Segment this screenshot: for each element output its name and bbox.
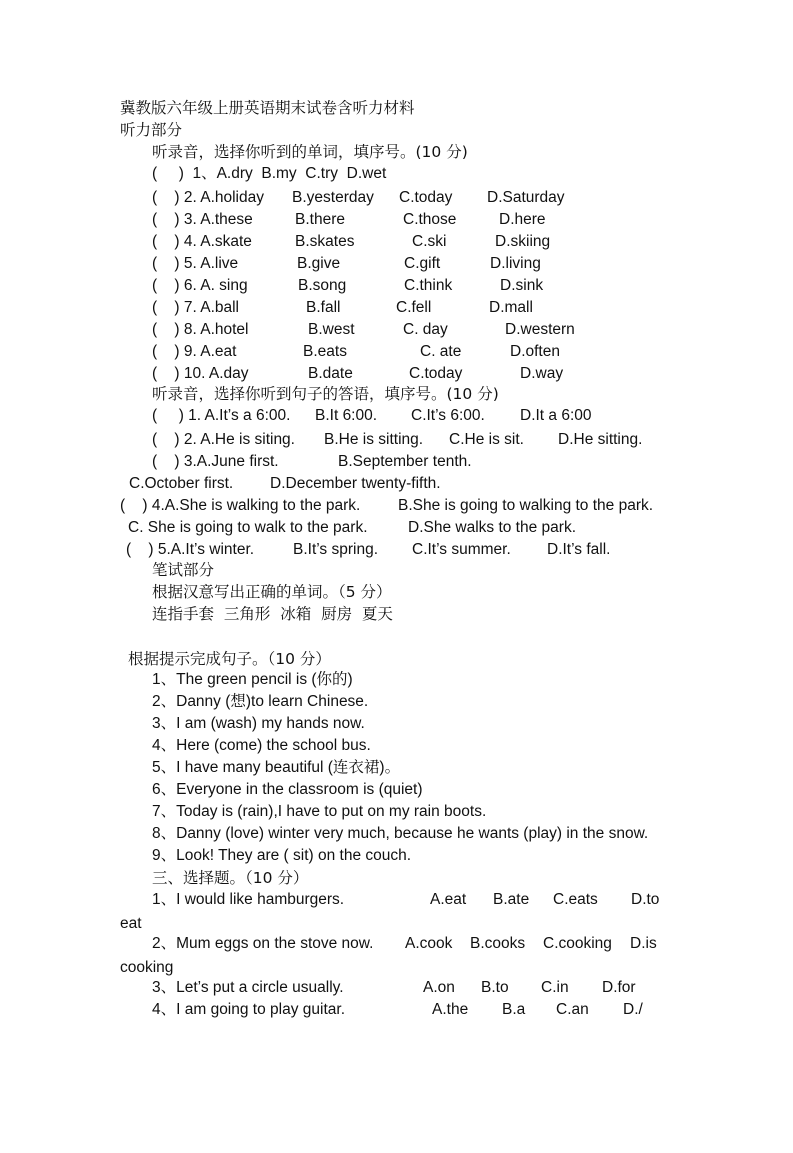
option-a: A.on: [423, 979, 455, 996]
option-c: C. day: [403, 321, 448, 338]
sentence-item: 1、The green pencil is (你的): [152, 671, 353, 688]
option-c: C. ate: [420, 343, 462, 360]
sentence-item: 6、Everyone in the classroom is (quiet): [152, 781, 423, 798]
listening-response-item: [120, 495, 654, 517]
written-part3-instruction: 三、选择题。（10 分）: [152, 869, 309, 887]
option-b: B.song: [298, 277, 347, 294]
chinese-word-list: 连指手套 三角形 冰箱 厨房 夏天: [152, 605, 393, 623]
option-b: B.west: [308, 321, 355, 338]
option-a: A.the: [432, 1001, 469, 1018]
option-c: C.ski: [412, 233, 447, 250]
listening-heading: 听力部分: [120, 121, 183, 139]
option-c: C.It’s 6:00.: [411, 407, 485, 424]
listening-word-item: [152, 163, 387, 185]
option-c: C.in: [541, 979, 569, 996]
sentence-item: 8、Danny (love) winter very much, because he wants (play) in the snow.: [152, 825, 649, 842]
listening-response-item-wrap: [129, 473, 441, 495]
listening-response-item-wrap: [128, 517, 576, 539]
choice-item-wrap: eat: [120, 915, 142, 932]
item-stem: ( ) 8. A.hotel: [152, 321, 249, 338]
listening-response-item: [152, 405, 592, 427]
option-c: C.fell: [396, 299, 432, 316]
option-c: C.October first.: [129, 475, 234, 492]
document-title: 冀教版六年级上册英语期末试卷含听力材料: [120, 99, 415, 117]
option-d: D.for: [602, 979, 636, 996]
written-heading: 笔试部分: [152, 561, 215, 579]
option-c: C.today: [399, 189, 453, 206]
option-b: B.eats: [303, 343, 347, 360]
choice-item: [152, 999, 643, 1021]
item-stem: 1、I would like hamburgers.: [152, 891, 345, 908]
option-d: D.often: [510, 343, 560, 360]
sentence-item: 4、Here (come) the school bus.: [152, 737, 371, 754]
item-stem: ( ) 1. A.It’s a 6:00.: [152, 407, 291, 424]
option-b: B.ate: [493, 891, 530, 908]
option-d: D.way: [520, 365, 564, 382]
option-b: B.September tenth.: [338, 453, 472, 470]
option-c: C.those: [403, 211, 457, 228]
option-d: D.to: [631, 891, 660, 908]
option-b: B.He is sitting.: [324, 431, 424, 448]
item-stem: 4、I am going to play guitar.: [152, 1001, 346, 1018]
option-d: D.It’s fall.: [547, 541, 611, 558]
item-stem: ( ) 7. A.ball: [152, 299, 240, 316]
option-d: D.She walks to the park.: [408, 519, 576, 536]
listening-word-item: [152, 231, 551, 253]
option-d: D.December twenty-fifth.: [270, 475, 441, 492]
written-part2-instruction: 根据提示完成句子。（10 分）: [128, 650, 331, 668]
listening-word-item: [152, 363, 564, 385]
item-stem: ( ) 4. A.skate: [152, 233, 252, 250]
sentence-item: 9、Look! They are ( sit) on the couch.: [152, 847, 412, 864]
option-d: D.western: [505, 321, 575, 338]
listening-word-item: [152, 297, 533, 319]
option-d: D./: [623, 1001, 643, 1018]
option-b: B.yesterday: [292, 189, 374, 206]
sentence-item: 3、I am (wash) my hands now.: [152, 715, 365, 732]
option-b: B.fall: [306, 299, 341, 316]
option-d: D.Saturday: [487, 189, 565, 206]
option-b: B.skates: [295, 233, 355, 250]
item-text: ( ) 1、A.dry B.my C.try D.wet: [152, 165, 387, 182]
choice-item: [152, 977, 636, 999]
option-d: D.here: [499, 211, 546, 228]
listening-part1-instruction: 听录音，选择你听到的单词，填序号。(10 分): [152, 143, 468, 161]
option-b: B.a: [502, 1001, 526, 1018]
option-b: B.date: [308, 365, 353, 382]
option-d: D.is: [630, 935, 657, 952]
listening-response-item: [152, 451, 472, 473]
choice-item: [152, 889, 660, 911]
item-stem: ( ) 5. A.live: [152, 255, 239, 272]
option-c: C.an: [556, 1001, 589, 1018]
option-d: D.mall: [489, 299, 533, 316]
listening-word-item: [152, 253, 541, 275]
option-c: C.gift: [404, 255, 441, 272]
item-stem: ( ) 10. A.day: [152, 365, 249, 382]
listening-word-item: [152, 319, 575, 341]
option-b: B.there: [295, 211, 345, 228]
option-d: D.skiing: [495, 233, 551, 250]
option-c: C.eats: [553, 891, 598, 908]
option-b: B.It’s spring.: [293, 541, 379, 558]
listening-word-item: [152, 341, 560, 363]
option-c: C.It’s summer.: [412, 541, 511, 558]
sentence-item: 5、I have many beautiful (连衣裙)。: [152, 759, 401, 776]
choice-item-wrap: cooking: [120, 959, 174, 976]
option-c: C.today: [409, 365, 463, 382]
option-d: D.He sitting.: [558, 431, 643, 448]
option-d: D.sink: [500, 277, 544, 294]
item-stem: ( ) 4.A.She is walking to the park.: [120, 497, 361, 514]
option-d: D.It a 6:00: [520, 407, 592, 424]
item-stem: ( ) 5.A.It’s winter.: [126, 541, 255, 558]
listening-part2-instruction: 听录音，选择你听到句子的答语，填序号。(10 分): [152, 385, 499, 403]
item-stem: ( ) 3.A.June first.: [152, 453, 279, 470]
listening-word-item: [152, 209, 546, 231]
listening-word-item: [152, 275, 544, 297]
item-stem: 3、Let’s put a circle usually.: [152, 979, 344, 996]
option-b: B.cooks: [470, 935, 526, 952]
option-a: A.cook: [405, 935, 453, 952]
item-stem: ( ) 9. A.eat: [152, 343, 237, 360]
option-d: D.living: [490, 255, 541, 272]
option-b: B.give: [297, 255, 341, 272]
option-b: B.to: [481, 979, 509, 996]
item-stem: ( ) 2. A.holiday: [152, 189, 264, 206]
option-a: A.eat: [430, 891, 467, 908]
item-stem: ( ) 2. A.He is siting.: [152, 431, 295, 448]
option-b: B.She is going to walking to the park.: [398, 497, 654, 514]
option-c: C.think: [404, 277, 453, 294]
sentence-item: 2、Danny (想)to learn Chinese.: [152, 693, 369, 710]
listening-response-item: [126, 539, 611, 561]
choice-item: [152, 933, 657, 955]
item-stem: 2、Mum eggs on the stove now.: [152, 935, 374, 952]
option-b: B.It 6:00.: [315, 407, 378, 424]
listening-word-item: [152, 187, 565, 209]
option-c: C.He is sit.: [449, 431, 524, 448]
option-c: C.cooking: [543, 935, 612, 952]
option-c: C. She is going to walk to the park.: [128, 519, 368, 536]
item-stem: ( ) 3. A.these: [152, 211, 253, 228]
written-part1-instruction: 根据汉意写出正确的单词。（5 分）: [152, 583, 392, 601]
listening-response-item: [152, 429, 643, 451]
sentence-item: 7、Today is (rain),I have to put on my rain boots.: [152, 803, 487, 820]
item-stem: ( ) 6. A. sing: [152, 277, 248, 294]
